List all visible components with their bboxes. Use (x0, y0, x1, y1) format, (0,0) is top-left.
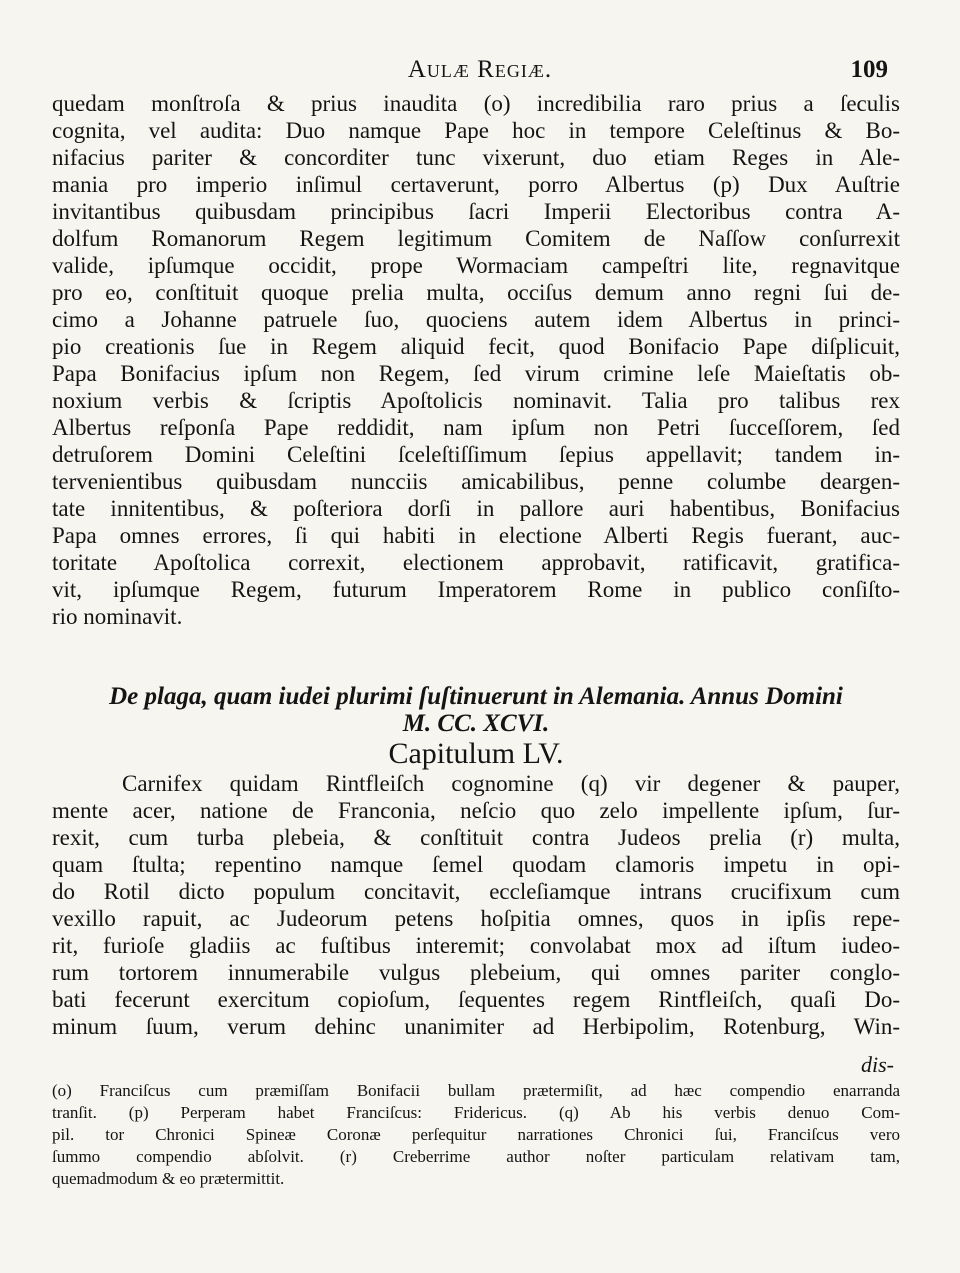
text-line: cimo a Johanne patruele ſuo, quociens autem idem Albertus in princi- (52, 307, 900, 332)
text-line: Albertus reſponſa Pape reddidit, nam ipſum non Petri ſucceſſorem, ſed (52, 415, 900, 440)
text-line: vit, ipſumque Regem, futurum Imperatorem Rome in publico conſiſto- (52, 577, 900, 602)
text-line: pio creationis ſue in Regem aliquid fecit, quod Bonifacio Pape diſplicuit, (52, 334, 900, 359)
text-line: do Rotil dicto populum concitavit, eccleſiamque intrans crucifixum cum (52, 879, 900, 904)
footnote-line: ſummo compendio abſolvit. (r) Creberrime author noſter particulam relativam tam, (52, 1147, 900, 1166)
body-text (52, 90, 900, 630)
footnotes (52, 1080, 900, 1190)
text-line: mente acer, natione de Franconia, neſcio quo zelo impellente ipſum, ſur- (52, 798, 900, 823)
text-line: bati fecerunt exercitum copioſum, ſequentes regem Rintfleiſch, quaſi Do- (52, 987, 900, 1012)
text-line: Papa omnes errores, ſi qui habiti in electione Alberti Regis fuerant, auc- (52, 523, 900, 548)
text-line: quedam monſtroſa & prius inaudita (o) incredibilia raro prius a ſeculis (52, 91, 900, 116)
text-line: valide, ipſumque occidit, prope Wormaciam campeſtri lite, regnavitque (52, 253, 900, 278)
text-line: mania pro imperio inſimul certaverunt, porro Albertus (p) Dux Auſtrie (52, 172, 900, 197)
catchword: dis- (861, 1052, 894, 1077)
footnote-line: pil. tor Chronici Spineæ Coronæ perſequitur narrationes Chronici ſui, Franciſcus vero (52, 1125, 900, 1144)
footnote-line: tranſit. (p) Perperam habet Franciſcus: Fridericus. (q) Ab his verbis denuo Com- (52, 1103, 900, 1122)
text-line: rio nominavit. (52, 604, 183, 629)
text-line: detruſorem Domini Celeſtini ſceleſtiſſimum ſepius appellavit; tandem in- (52, 442, 900, 467)
page-number: 109 (850, 56, 888, 83)
text-line: quam ſtulta; repentino namque ſemel quodam clamoris impetu in opi- (52, 852, 900, 877)
text-line: invitantibus quibusdam principibus ſacri Imperii Electoribus contra A- (52, 199, 900, 224)
footnote-line: quemadmodum & eo prætermittit. (52, 1169, 285, 1188)
footnote-line: (o) Franciſcus cum præmiſſam Bonifacii bullam prætermiſit, ad hæc compendio enarranda (52, 1081, 900, 1100)
text-line: toritate Apoſtolica correxit, electionem approbavit, ratificavit, gratifica- (52, 550, 900, 575)
chapter-title: Capitulum LV. (388, 737, 564, 770)
text-line: rum tortorem innumerabile vulgus plebeium, qui omnes pariter conglo- (52, 960, 900, 985)
section-heading-block (52, 683, 900, 771)
running-title: Aulæ Regiæ. (407, 56, 553, 83)
running-head (0, 56, 960, 86)
text-line: noxium verbis & ſcriptis Apoſtolicis nominavit. Talia pro talibus rex (52, 388, 900, 413)
section-heading: De plaga, quam iudei plurimi ſuſtinuerunt in Alemania. Annus Domini (109, 683, 843, 710)
text-line: rexit, cum turba plebeia, & conſtituit contra Judeos prelia (r) multa, (52, 825, 900, 850)
text-line: tate innitentibus, & poſteriora dorſi in pallore auri habentibus, Bonifacius (52, 496, 900, 521)
text-line: Papa Bonifacius ipſum non Regem, ſed virum crimine leſe Maieſtatis ob- (52, 361, 900, 386)
text-line: nifacius pariter & concorditer tunc vixerunt, duo etiam Reges in Ale- (52, 145, 900, 170)
chapter-text (52, 770, 900, 1040)
text-line: minum ſuum, verum dehinc unanimiter ad Herbipolim, Rotenburg, Win- (52, 1014, 900, 1039)
section-year: M. CC. XCVI. (402, 710, 550, 737)
text-line: cognita, vel audita: Duo namque Pape hoc in tempore Celeſtinus & Bo- (52, 118, 900, 143)
text-line: Carnifex quidam Rintfleiſch cognomine (q) vir degener & pauper, (122, 771, 900, 796)
text-line: tervenientibus quibusdam nuncciis amicabilibus, penne columbe deargen- (52, 469, 900, 494)
text-line: vexillo rapuit, ac Judeorum petens hoſpitia omnes, quos in ipſis repe- (52, 906, 900, 931)
text-line: rit, furioſe gladiis ac fuſtibus interemit; convolabat mox ad iſtum iudeo- (52, 933, 900, 958)
text-line: dolfum Romanorum Regem legitimum Comitem de Naſſow conſurrexit (52, 226, 900, 251)
text-line: pro eo, conſtituit quoque prelia multa, occiſus demum anno regni ſui de- (52, 280, 900, 305)
